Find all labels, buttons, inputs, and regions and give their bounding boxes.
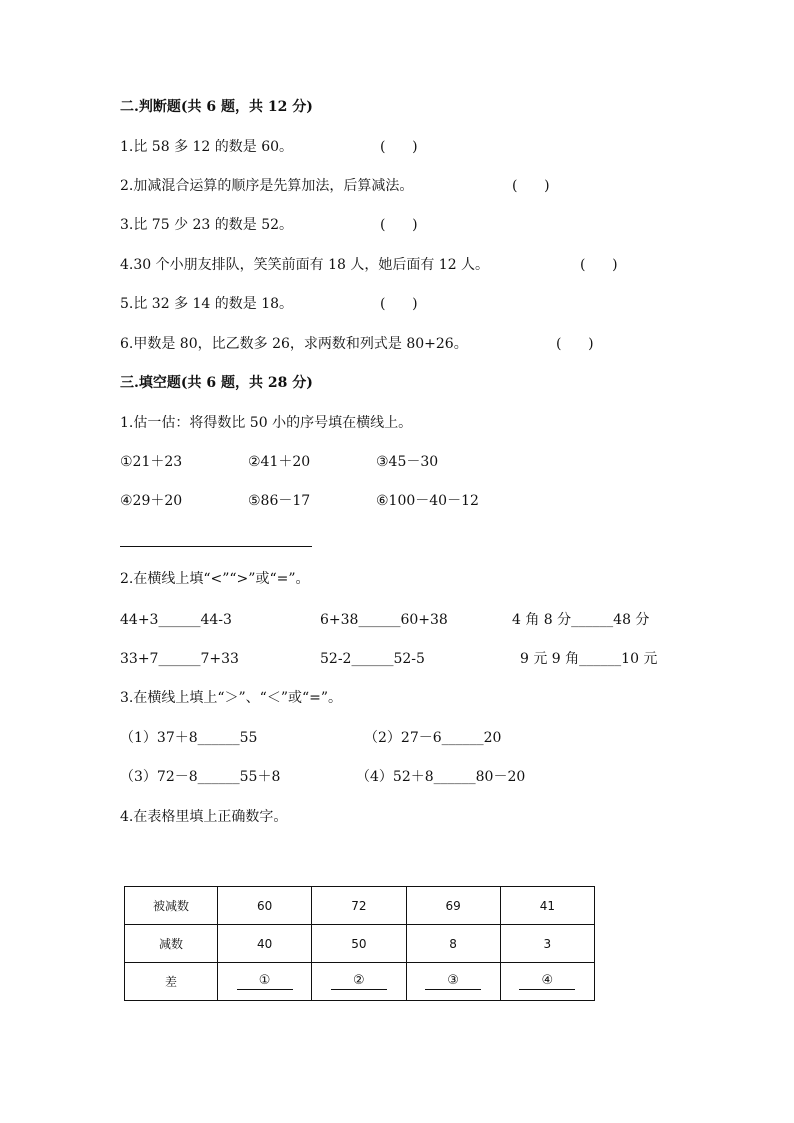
table-row-subtrahend [125,925,595,963]
judge-answer-6[interactable]: ( ) [556,336,594,352]
judge-item-6: 6.甲数是 80，比乙数多 26，求两数和列式是 80+26。 [120,336,468,352]
difference-cell-4[interactable] [500,963,594,1001]
q3-compare-1[interactable]: （1）37＋8______55 [120,730,258,746]
judge-item-3: 3.比 75 少 23 的数是 52。 [120,217,294,233]
difference-cell-2[interactable] [312,963,406,1001]
q2-compare-1[interactable]: 44+3______44-3 [120,612,232,628]
judge-answer-4[interactable]: ( ) [580,257,618,273]
q2-compare-5[interactable]: 52-2______52-5 [320,651,425,667]
q2-compare-6[interactable]: 9 元 9 角______10 元 [520,651,658,667]
judge-item-5: 5.比 32 多 14 的数是 18。 [120,296,294,312]
q1-option-5: ⑤86－17 [248,493,311,509]
section-2-header: 二.判断题(共 6 题，共 12 分) [120,99,313,115]
q2-compare-4[interactable]: 33+7______7+33 [120,651,239,667]
q1-option-1: ①21＋23 [120,454,183,470]
difference-blank-1[interactable]: ① [237,973,293,990]
q1-answer-line[interactable] [120,546,312,547]
subtrahend-cell-4: 3 [500,925,594,963]
q1-prompt: 1.估一估：将得数比 50 小的序号填在横线上。 [120,415,413,431]
minuend-cell-2: 72 [312,887,406,925]
row-label-difference: 差 [125,963,218,1001]
difference-cell-1[interactable] [218,963,312,1001]
row-label-minuend: 被减数 [125,887,218,925]
q2-compare-2[interactable]: 6+38______60+38 [320,612,448,628]
q1-option-2: ②41＋20 [248,454,311,470]
q3-prompt: 3.在横线上填上“＞”、“＜”或“=”。 [120,690,343,706]
judge-answer-1[interactable]: ( ) [380,139,418,155]
table-row-difference [125,963,595,1001]
difference-blank-4[interactable]: ④ [519,973,575,990]
judge-item-2: 2.加减混合运算的顺序是先算加法，后算减法。 [120,178,414,194]
judge-answer-3[interactable]: ( ) [380,217,418,233]
judge-answer-5[interactable]: ( ) [380,296,418,312]
subtrahend-cell-3: 8 [406,925,500,963]
judge-item-1: 1.比 58 多 12 的数是 60。 [120,139,294,155]
q2-prompt: 2.在横线上填“<”“>”或“=”。 [120,571,310,587]
minuend-cell-3: 69 [406,887,500,925]
q3-compare-3[interactable]: （3）72－8______55＋8 [120,769,281,785]
q2-compare-3[interactable]: 4 角 8 分______48 分 [512,612,650,628]
q3-compare-2[interactable]: （2）27－6______20 [364,730,502,746]
judge-item-4: 4.30 个小朋友排队，笑笑前面有 18 人，她后面有 12 人。 [120,257,490,273]
minuend-cell-1: 60 [218,887,312,925]
difference-blank-2[interactable]: ② [331,973,387,990]
q1-option-6: ⑥100－40－12 [376,493,479,509]
subtrahend-cell-1: 40 [218,925,312,963]
judge-answer-2[interactable]: ( ) [512,178,550,194]
q4-prompt: 4.在表格里填上正确数字。 [120,809,288,825]
table-row-minuend [125,887,595,925]
minuend-cell-4: 41 [500,887,594,925]
subtrahend-cell-2: 50 [312,925,406,963]
q3-compare-4[interactable]: （4）52＋8______80－20 [356,769,526,785]
section-3-header: 三.填空题(共 6 题，共 28 分) [120,375,313,391]
difference-blank-3[interactable]: ③ [425,973,481,990]
q1-option-4: ④29＋20 [120,493,183,509]
difference-cell-3[interactable] [406,963,500,1001]
subtraction-table [124,886,595,1001]
q1-option-3: ③45－30 [376,454,439,470]
row-label-subtrahend: 减数 [125,925,218,963]
